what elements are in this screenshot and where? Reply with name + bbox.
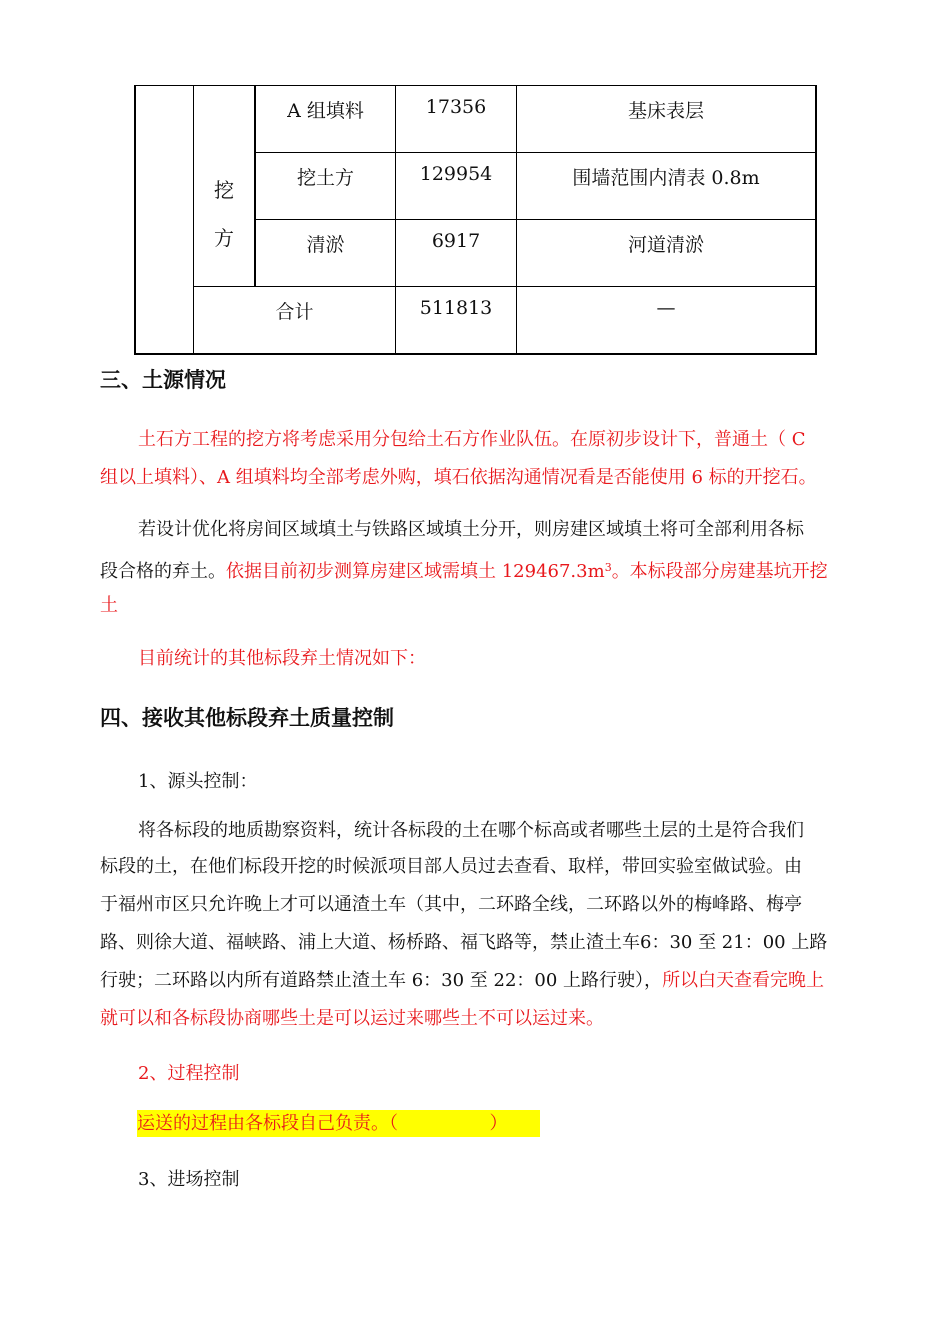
superscript: 3 (604, 561, 612, 574)
subheading-process-control: 2、过程控制 (138, 1063, 240, 1084)
section3-paragraph-3: 目前统计的其他标段弃土情况如下： (138, 648, 426, 669)
section4-paragraph-line6: 就可以和各标段协商哪些土是可以运过来哪些土不可以运过来。 (100, 1008, 604, 1029)
section3-paragraph-2-line3: 土 (100, 595, 118, 616)
table-cell-remark: 基床表层 (627, 100, 704, 122)
table-total-remark: — (656, 297, 676, 319)
section4-heading: 四、接收其他标段弃土质量控制 (100, 706, 394, 730)
section3-paragraph-1-line1: 土石方工程的挖方将考虑采用分包给土石方作业队伍。在原初步设计下，普通土（ C (138, 429, 806, 450)
section3-heading: 三、土源情况 (100, 368, 226, 392)
table-border-left (134, 85, 136, 354)
paragraph-text-red: 依据目前初步测算房建区域需填土 129467.3m (226, 561, 605, 582)
table-cell-item: 清淤 (306, 234, 345, 256)
paragraph-text: 行驶；二环路以内所有道路禁止渣土车 6：30 至 22：00 上路行驶）， (100, 970, 663, 991)
group-label-char: 方 (214, 226, 234, 250)
table-cell-item: 挖土方 (296, 167, 354, 189)
paragraph-text-red: 所以白天查看完晚上 (662, 970, 825, 991)
section4-paragraph-line2: 标段的土，在他们标段开挖的时候派项目部人员过去查看、取样，带回实验室做试验。由 (100, 856, 802, 877)
group-label (194, 166, 254, 262)
table-cell-remark: 河道清淤 (627, 234, 704, 256)
paragraph-text-red: 。本标段部分房建基坑开挖 (611, 561, 828, 582)
table-line (256, 219, 816, 220)
table-total-quantity: 511813 (419, 297, 493, 319)
table-cell-quantity: 129954 (419, 163, 493, 185)
section4-paragraph-line3: 于福州市区只允许晚上才可以通渣土车（其中，二环路全线，二环路以外的梅峰路、梅亭 (100, 894, 802, 915)
section4-paragraph-line4: 路、则徐大道、福峡路、浦上大道、杨桥路、福飞路等，禁止渣土车6：30 至 21：00 上路 (100, 932, 828, 953)
table-border-bottom (134, 353, 817, 355)
table-total-label: 合计 (275, 301, 314, 323)
section3-paragraph-2-line1: 若设计优化将房间区域填土与铁路区域填土分开，则房建区域填土将可全部利用各标 (138, 519, 804, 540)
table-cell-quantity: 17356 (425, 96, 487, 118)
table-line (256, 152, 816, 153)
section4-paragraph-line1: 将各标段的地质勘察资料，统计各标段的土在哪个标高或者哪些土层的土是符合我们 (138, 820, 804, 841)
group-label-char: 挖 (214, 178, 234, 202)
table-cell-quantity: 6917 (431, 230, 481, 252)
section3-paragraph-2-line2 (100, 549, 852, 591)
highlighted-note: 运送的过程由各标段自己负责。（ ） (137, 1110, 540, 1137)
paragraph-text: 段合格的弃土。 (100, 561, 226, 582)
section3-paragraph-1-line2: 组以上填料）、A 组填料均全部考虑外购，填石依据沟通情况看是否能使用 6 标的开挖石。 (100, 467, 817, 488)
section4-paragraph-line5 (100, 962, 852, 1000)
table-cell-item: A 组填料 (287, 100, 364, 122)
subheading-entry-control: 3、进场控制 (138, 1169, 240, 1190)
table-line (134, 85, 817, 86)
subheading-source-control: 1、源头控制： (138, 771, 258, 792)
table-cell-remark: 围墙范围内清表 0.8m (572, 167, 760, 189)
table-line (193, 286, 816, 287)
